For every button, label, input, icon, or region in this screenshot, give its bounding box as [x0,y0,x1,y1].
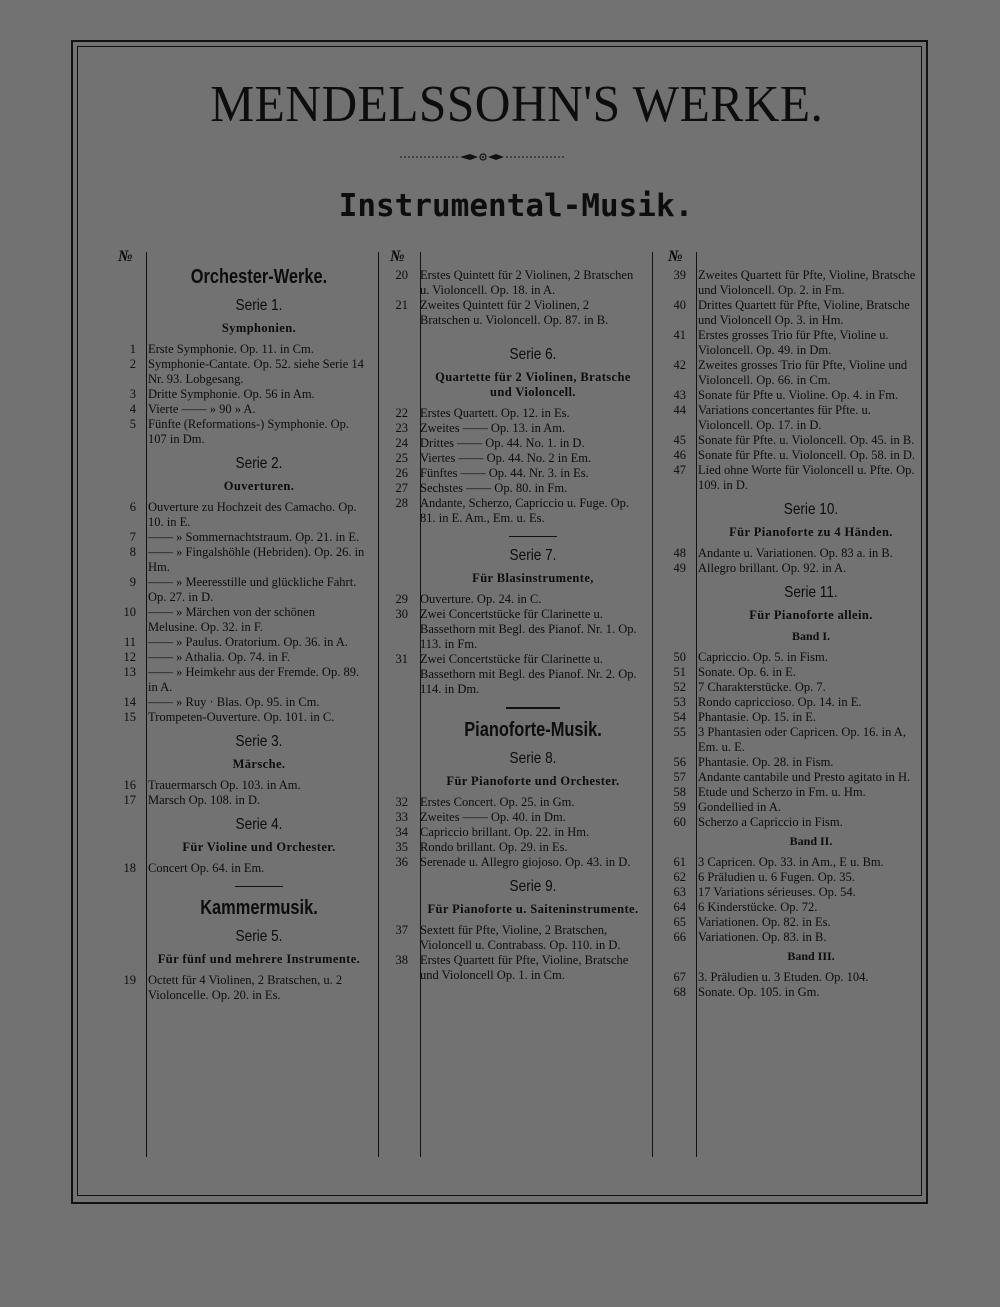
catalog-entry [662,785,924,800]
entry-number: 38 [395,953,408,967]
entry-number: 65 [673,915,686,929]
serie-heading: Serie 10. [783,501,839,518]
page-title: MENDELSSOHN'S WERKE. [210,76,824,133]
entry-title: Viertes —— Op. 44. No. 2 in Em. [420,451,592,465]
entry-title: Trompeten-Ouverture. Op. 101. in C. [148,710,335,724]
catalog-entry [662,695,924,710]
catalog-entry [112,695,370,710]
catalog-entry [384,298,646,328]
catalog-entry [662,870,924,885]
entry-title: Capriccio brillant. Op. 22. in Hm. [420,825,590,839]
entry-title: Allegro brillant. Op. 92. in A. [698,561,847,575]
entry-list [112,500,370,725]
entry-number: 1 [129,342,136,356]
catalog-entry [384,436,646,451]
entry-list [662,546,924,576]
entry-title: 7 Charakterstücke. Op. 7. [698,680,826,694]
catalog-entry [384,496,646,526]
entry-title: 6 Präludien u. 6 Fugen. Op. 35. [698,870,855,884]
number-symbol: № [390,248,405,265]
entry-number: 19 [123,973,136,987]
catalog-entry [384,451,646,466]
entry-number: 41 [673,328,686,342]
column-rule [652,252,653,1157]
entry-title: Trauermarsch Op. 103. in Am. [148,778,301,792]
entry-number: 50 [673,650,686,664]
entry-number: 29 [395,592,408,606]
serie-heading: Serie 11. [784,584,838,601]
entry-title: Phantasie. Op. 15. in E. [698,710,817,724]
entry-number: 9 [129,575,136,589]
serie-heading: Serie 3. [235,733,283,750]
catalog-entry [112,778,370,793]
entry-number: 39 [673,268,686,282]
entry-title: Octett für 4 Violinen, 2 Bratschen, u. 2 Violoncelle. Op. 20. in Es. [148,973,343,1002]
catalog-entry [662,388,924,403]
catalog-entry [384,652,646,697]
separator [509,536,557,537]
catalog-entry [384,923,646,953]
catalog-entry [384,840,646,855]
entry-number: 48 [673,546,686,560]
entry-number: 30 [395,607,408,621]
catalog-entry [384,421,646,436]
column-2 [384,248,646,983]
catalog-entry [112,635,370,650]
entry-number: 16 [123,778,136,792]
entry-title: Scherzo a Capriccio in Fism. [698,815,843,829]
catalog-entry [112,530,370,545]
catalog-entry [662,463,924,493]
catalog-entry [384,953,646,983]
entry-number: 7 [129,530,136,544]
entry-title: Dritte Symphonie. Op. 56 in Am. [148,387,315,401]
catalog-entry [112,402,370,417]
entry-title: Zweites Quintett für 2 Violinen, 2 Bratschen u. Violoncell. Op. 87. in B. [420,298,609,327]
catalog-entry [384,592,646,607]
catalog-entry [662,800,924,815]
catalog-entry [384,825,646,840]
entry-title: —— » Sommernachtstraum. Op. 21. in E. [148,530,360,544]
catalog-entry [662,885,924,900]
entry-number: 45 [673,433,686,447]
entry-number: 62 [673,870,686,884]
entry-title: Gondellied in A. [698,800,781,814]
serie-subheading: Ouverturen. [223,479,295,493]
entry-number: 5 [129,417,136,431]
entry-title: Variations concertantes für Pfte. u. Violoncell. Op. 17. in D. [698,403,871,432]
entry-title: Rondo capriccioso. Op. 14. in E. [698,695,862,709]
entry-number: 63 [673,885,686,899]
entry-title: Serenade u. Allegro giojoso. Op. 43. in D. [420,855,631,869]
entry-title: Concert Op. 64. in Em. [148,861,265,875]
entry-number: 37 [395,923,408,937]
entry-number: 44 [673,403,686,417]
entry-list [662,855,924,945]
entry-number: 61 [673,855,686,869]
serie-heading: Serie 8. [509,750,557,767]
entry-number: 46 [673,448,686,462]
entry-number: 2 [129,357,136,371]
entry-title: Zweites Quartett für Pfte, Violine, Bratsche und Violoncell. Op. 2. in Fm. [698,268,916,297]
entry-list [384,592,646,697]
entry-number: 21 [395,298,408,312]
serie-subheading: Symphonien. [221,321,297,335]
entry-number: 27 [395,481,408,495]
entry-number: 15 [123,710,136,724]
entry-list [112,778,370,808]
entry-number: 58 [673,785,686,799]
catalog-entry [662,358,924,388]
entry-title: Etude und Scherzo in Fm. u. Hm. [698,785,866,799]
entry-title: Fünftes —— Op. 44. Nr. 3. in Es. [420,466,589,480]
entry-title: Vierte —— » 90 » A. [148,402,256,416]
entry-title: 3. Präludien u. 3 Etuden. Op. 104. [698,970,869,984]
catalog-entry [384,810,646,825]
entry-number: 8 [129,545,136,559]
serie-subheading: Für fünf und mehrere Instrumente. [157,952,361,966]
catalog-entry [662,433,924,448]
entry-title: —— » Meeresstille und glückliche Fahrt. Op. 27. in D. [148,575,357,604]
serie-heading: Serie 7. [509,547,557,564]
entry-number: 22 [395,406,408,420]
entry-number: 54 [673,710,686,724]
serie-subheading: Märsche. [232,757,286,771]
entry-number: 25 [395,451,408,465]
entry-number: 49 [673,561,686,575]
entry-title: Sonate für Pfte. u. Violoncell. Op. 45. in B. [698,433,915,447]
entry-number: 34 [395,825,408,839]
entry-number: 43 [673,388,686,402]
entry-number: 67 [673,970,686,984]
catalog-entry [112,650,370,665]
entry-list [112,342,370,447]
entry-title: Capriccio. Op. 5. in Fism. [698,650,828,664]
entry-list [662,268,924,493]
band-heading: Band I. [791,629,831,643]
entry-number: 11 [123,635,136,649]
entry-number: 60 [673,815,686,829]
catalog-entry [662,725,924,755]
entry-title: Erstes Quintett für 2 Violinen, 2 Bratschen u. Violoncell. Op. 18. in A. [420,268,634,297]
entry-title: Andante u. Variationen. Op. 83 a. in B. [698,546,893,560]
entry-title: Zweites —— Op. 40. in Dm. [420,810,566,824]
entry-title: Rondo brillant. Op. 29. in Es. [420,840,568,854]
entry-title: Zweites grosses Trio für Pfte, Violine und Violoncell. Op. 66. in Cm. [698,358,908,387]
catalog-entry [384,795,646,810]
separator [235,886,283,887]
entry-number: 35 [395,840,408,854]
catalog-entry [112,973,370,1003]
catalog-entry [112,500,370,530]
entry-title: 3 Capricen. Op. 33. in Am., E u. Bm. [698,855,884,869]
entry-title: Sonate. Op. 105. in Gm. [698,985,820,999]
entry-number: 40 [673,298,686,312]
band-heading: Band II. [789,834,833,848]
entry-number: 56 [673,755,686,769]
catalog-entry [384,406,646,421]
column-rule [378,252,379,1157]
entry-title: Erstes Quartett. Op. 12. in Es. [420,406,570,420]
entry-title: 3 Phantasien oder Capricen. Op. 16. in A, Em. u. E. [698,725,906,754]
entry-title: Zweites —— Op. 13. in Am. [420,421,566,435]
entry-title: Drittes —— Op. 44. No. 1. in D. [420,436,585,450]
entry-number: 68 [673,985,686,999]
catalog-entry [662,448,924,463]
catalog-entry [112,793,370,808]
catalog-entry [112,417,370,447]
catalog-entry [662,755,924,770]
entry-list [384,795,646,870]
entry-number: 55 [673,725,686,739]
catalog-entry [662,298,924,328]
catalog-entry [662,970,924,985]
entry-number: 32 [395,795,408,809]
section-heading: Orchester-Werke. [190,266,328,288]
entry-title: —— » Märchen von der schönen Melusine. Op. 32. in F. [148,605,315,634]
entry-title: Zwei Concertstücke für Clarinette u. Bassethorn mit Begl. des Pianof. Nr. 2. Op. 114. in Dm. [420,652,637,696]
entry-title: Lied ohne Worte für Violoncell u. Pfte. Op. 109. in D. [698,463,915,492]
catalog-entry [662,900,924,915]
entry-number: 31 [395,652,408,666]
entry-title: Sonate. Op. 6. in E. [698,665,796,679]
entry-list [662,650,924,830]
band-heading: Band III. [787,949,835,963]
serie-subheading: Für Pianoforte zu 4 Händen. [729,525,893,539]
entry-number: 6 [129,500,136,514]
serie-subheading: Für Pianoforte u. Saiteninstrumente. [427,902,639,916]
entry-list [384,268,646,328]
entry-title: Variationen. Op. 82. in Es. [698,915,831,929]
serie-heading: Serie 2. [235,455,283,472]
serie-heading: Serie 6. [509,346,557,363]
catalog-entry [662,328,924,358]
catalog-entry [662,985,924,1000]
serie-subheading: Für Pianoforte allein. [749,608,873,622]
catalog-entry [662,268,924,298]
catalog-entry [112,665,370,695]
entry-number: 53 [673,695,686,709]
entry-number: 57 [673,770,686,784]
catalog-entry [112,605,370,635]
catalog-entry [662,815,924,830]
entry-title: 6 Kinderstücke. Op. 72. [698,900,818,914]
entry-number: 10 [123,605,136,619]
number-symbol: № [118,248,133,265]
entry-title: Sonate für Pfte. u. Violoncell. Op. 58. in D. [698,448,916,462]
entry-title: Ouverture. Op. 24. in C. [420,592,542,606]
entry-title: 17 Variations sérieuses. Op. 54. [698,885,856,899]
entry-number: 42 [673,358,686,372]
entry-number: 23 [395,421,408,435]
number-symbol: № [668,248,683,265]
entry-number: 66 [673,930,686,944]
section-heading: Pianoforte-Musik. [464,719,602,741]
entry-number: 59 [673,800,686,814]
catalog-entry [662,650,924,665]
entry-number: 28 [395,496,408,510]
entry-number: 36 [395,855,408,869]
entry-number: 20 [395,268,408,282]
entry-number: 26 [395,466,408,480]
entry-number: 24 [395,436,408,450]
serie-subheading: Für Violine und Orchester. [182,840,336,854]
entry-title: Variationen. Op. 83. in B. [698,930,827,944]
catalog-entry [662,665,924,680]
entry-title: Marsch Op. 108. in D. [148,793,261,807]
entry-title: Fünfte (Reformations-) Symphonie. Op. 107 in Dm. [148,417,350,446]
catalog-entry [662,710,924,725]
entry-number: 14 [123,695,136,709]
entry-number: 17 [123,793,136,807]
section-heading: Kammermusik. [200,897,318,919]
entry-list [384,406,646,526]
catalog-entry [662,680,924,695]
catalog-entry [112,545,370,575]
entry-title: Zwei Concertstücke für Clarinette u. Bassethorn mit Begl. des Pianof. Nr. 1. Op. 113. in Fm. [420,607,637,651]
entry-title: Ouverture zu Hochzeit des Camacho. Op. 10. in E. [148,500,357,529]
separator [506,707,560,709]
entry-list [112,861,370,876]
serie-subheading: Quartette für 2 Violinen, Bratsche und Violoncell. [435,370,631,399]
column-3 [662,248,924,1000]
entry-number: 4 [129,402,136,416]
catalog-entry [662,930,924,945]
entry-title: Symphonie-Cantate. Op. 52. siehe Serie 14 Nr. 93. Lobgesang. [148,357,364,386]
entry-title: Sonate für Pfte u. Violine. Op. 4. in Fm. [698,388,899,402]
column-1 [112,248,370,1003]
catalog-entry [662,915,924,930]
entry-number: 18 [123,861,136,875]
serie-heading: Serie 4. [235,816,283,833]
catalog-entry [112,342,370,357]
catalog-entry [384,466,646,481]
entry-number: 33 [395,810,408,824]
entry-title: Drittes Quartett für Pfte, Violine, Bratsche und Violoncell Op. 3. in Hm. [698,298,910,327]
entry-list [384,923,646,983]
catalog-entry [662,403,924,433]
entry-number: 52 [673,680,686,694]
entry-number: 3 [129,387,136,401]
serie-subheading: Für Blasinstrumente, [472,571,594,585]
serie-heading: Serie 1. [235,297,283,314]
entry-title: —— » Athalia. Op. 74. in F. [148,650,291,664]
catalog-entry [112,575,370,605]
catalog-entry [384,607,646,652]
catalog-entry [384,855,646,870]
catalog-entry [662,561,924,576]
entry-title: —— » Ruy · Blas. Op. 95. in Cm. [148,695,320,709]
serie-heading: Serie 9. [509,878,557,895]
entry-title: —— » Heimkehr aus der Fremde. Op. 89. in A. [148,665,360,694]
entry-title: Andante, Scherzo, Capriccio u. Fuge. Op. 81. in E. Am., Em. u. Es. [420,496,629,525]
entry-number: 64 [673,900,686,914]
entry-title: Sechstes —— Op. 80. in Fm. [420,481,568,495]
catalog-entry [384,481,646,496]
catalog-entry [112,387,370,402]
section-title: Instrumental-Musik. [338,188,694,224]
serie-heading: Serie 5. [235,928,283,945]
catalog-entry [662,855,924,870]
catalog-entry [384,268,646,298]
catalog-entry [112,357,370,387]
entry-title: —— » Fingalshöhle (Hebriden). Op. 26. in Hm. [148,545,365,574]
entry-title: Erstes grosses Trio für Pfte, Violine u. Violoncell. Op. 49. in Dm. [698,328,889,357]
entry-title: Sextett für Pfte, Violine, 2 Bratschen, Violoncell u. Contrabass. Op. 110. in D. [420,923,621,952]
ornament-divider [400,152,566,162]
entry-title: Erstes Concert. Op. 25. in Gm. [420,795,575,809]
catalog-entry [662,546,924,561]
entry-number: 51 [673,665,686,679]
entry-number: 12 [123,650,136,664]
entry-title: —— » Paulus. Oratorium. Op. 36. in A. [148,635,348,649]
entry-title: Andante cantabile und Presto agitato in H. [698,770,911,784]
catalog-entry [662,770,924,785]
entry-number: 47 [673,463,686,477]
entry-title: Erstes Quartett für Pfte, Violine, Bratsche und Violoncell Op. 1. in Cm. [420,953,629,982]
catalog-entry [112,861,370,876]
entry-number: 13 [123,665,136,679]
entry-list [112,973,370,1003]
entry-list [662,970,924,1000]
serie-subheading: Für Pianoforte und Orchester. [446,774,620,788]
catalog-entry [112,710,370,725]
entry-title: Erste Symphonie. Op. 11. in Cm. [148,342,314,356]
entry-title: Phantasie. Op. 28. in Fism. [698,755,834,769]
